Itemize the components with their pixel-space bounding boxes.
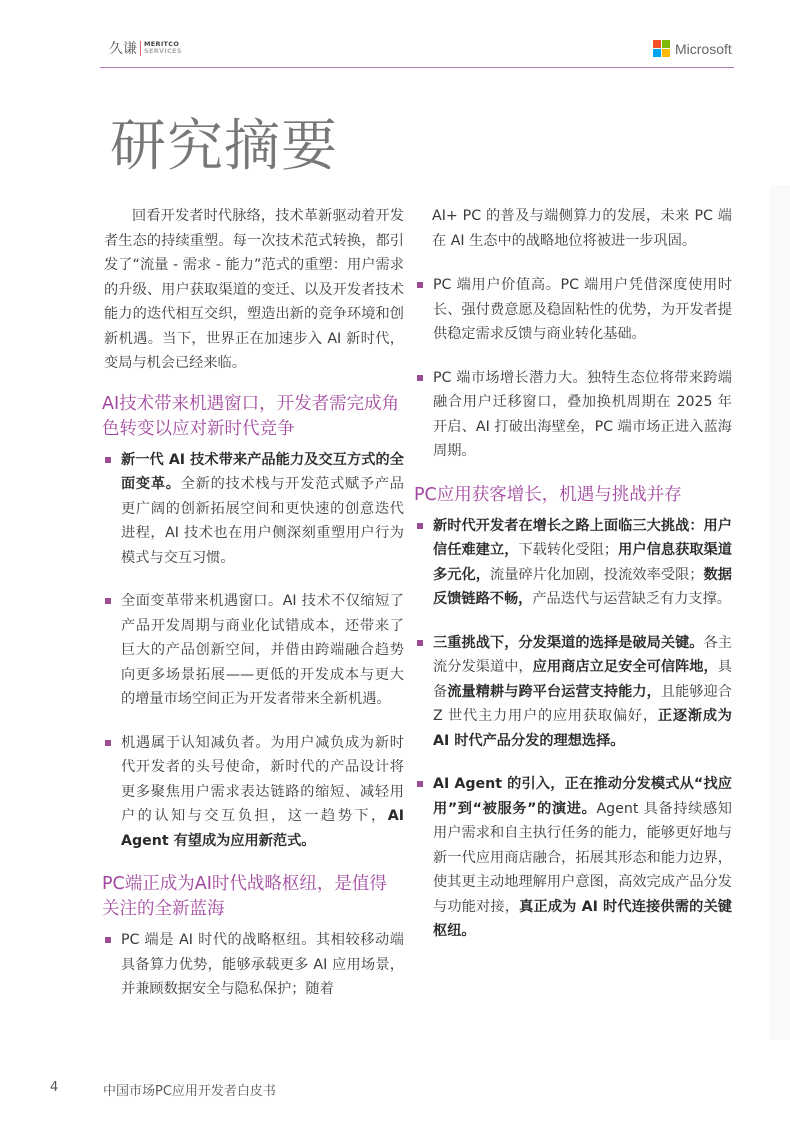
- bullet-square-icon: [417, 523, 423, 529]
- bullet-item: 全面变革带来机遇窗口。AI 技术不仅缩短了产品开发周期与商业化试错成本，还带来了巨大的产品创新空间，并借由跨端融合趋势向更多场景拓展——更低的开发成本与更大的增量市场空间正为开发者带来全新机遇。: [104, 589, 404, 712]
- section-heading-ai-window: AI技术带来机遇窗口，开发者需完成角色转变以应对新时代竞争: [102, 393, 400, 439]
- bullet-item: 机遇属于认知减负者。为用户减负成为新时代开发者的头号使命，新时代的产品设计将更多聚焦用户需求表达链路的缩短、减轻用户的认知与交互负担，这一趋势下，AI Agent 有望成为应用新范式。: [104, 731, 404, 854]
- bullet-square-icon: [105, 598, 111, 604]
- meritco-logo-cn: 久谦: [109, 41, 137, 57]
- logo-divider: [140, 41, 141, 56]
- microsoft-wordmark: Microsoft: [675, 40, 732, 57]
- right-column: [414, 204, 732, 963]
- page-edge-strip: [770, 185, 790, 1040]
- section-heading-pc-hub: PC端正成为AI时代战略枢纽，是值得关注的全新蓝海: [102, 874, 387, 919]
- bullet-item: 新时代开发者在增长之路上面临三大挑战：用户信任难建立，下载转化受阻；用户信息获取渠道多元化，流量碎片化加剧，投流效率受限；数据反馈链路不畅，产品迭代与运营缺乏有力支撑。: [416, 514, 732, 612]
- bullet-item: 新一代 AI 技术带来产品能力及交互方式的全面变革。全新的技术栈与开发范式赋予产品更广阔的创新拓展空间和更快速的创意迭代进程，AI 技术也在用户侧深刻重塑用户行为模式与交互习惯。: [104, 448, 404, 571]
- bullet-square-icon: [417, 375, 423, 381]
- section-heading-growth: PC应用获客增长，机遇与挑战并存: [414, 484, 682, 505]
- microsoft-squares-icon: [653, 40, 670, 57]
- bullet-square-icon: [105, 457, 111, 463]
- microsoft-logo: [653, 40, 732, 57]
- page-number: 4: [50, 1080, 59, 1095]
- bullet-square-icon: [105, 937, 111, 943]
- intro-paragraph: 回看开发者时代脉络，技术革新驱动着开发者生态的持续重塑。每一次技术范式转换，都引发了“流量 - 需求 - 能力”范式的重塑：用户需求的升级、用户获取渠道的变迁、以及开发者技术能力的迭代相互交织，塑造出新的竞争环境和创新机遇。当下，世界正在加速步入 AI 新时代，变局与机会已经来临。: [104, 208, 404, 371]
- bullet-item: AI Agent 的引入，正在推动分发模式从“找应用”到“被服务”的演进。Agent 具备持续感知用户需求和自主执行任务的能力，能够更好地与新一代应用商店融合，拓展其形态和能力边界，使其更主动地理解用户意图，高效完成产品分发与功能对接，真正成为 AI 时代连接供需的关键枢纽。: [416, 772, 732, 944]
- bullet-square-icon: [417, 640, 423, 646]
- bullet-square-icon: [417, 781, 423, 787]
- bullet-continuation: AI+ PC 的普及与端侧算力的发展，未来 PC 端在 AI 生态中的战略地位将被进一步巩固。: [432, 208, 732, 249]
- bullet-item: PC 端用户价值高。PC 端用户凭借深度使用时长、强付费意愿及稳固粘性的优势，为开发者提供稳定需求反馈与商业转化基础。: [416, 273, 732, 347]
- left-column: [104, 204, 404, 1002]
- bullet-item: PC 端市场增长潜力大。独特生态位将带来跨端融合用户迁移窗口，叠加换机周期在 2025 年开启、AI 打破出海壁垒，PC 端市场正进入蓝海周期。: [416, 366, 732, 464]
- bullet-item: 三重挑战下，分发渠道的选择是破局关键。各主流分发渠道中，应用商店立足安全可信阵地，具备流量精耕与跨平台运营支持能力，且能够迎合 Z 世代主力用户的应用获取偏好，正逐渐成为 AI 时代产品分发的理想选择。: [416, 631, 732, 754]
- footer-doc-title: 中国市场PC应用开发者白皮书: [103, 1084, 276, 1099]
- bullet-square-icon: [105, 740, 111, 746]
- page-title: 研究摘要: [110, 114, 338, 179]
- meritco-logo: [109, 38, 182, 58]
- header-divider: [100, 67, 734, 68]
- bullet-square-icon: [417, 282, 423, 288]
- bullet-item: PC 端是 AI 时代的战略枢纽。其相较移动端具备算力优势，能够承载更多 AI 应用场景，并兼顾数据安全与隐私保护；随着: [104, 928, 404, 1002]
- meritco-logo-en: MERITCO SERVICES: [144, 40, 182, 55]
